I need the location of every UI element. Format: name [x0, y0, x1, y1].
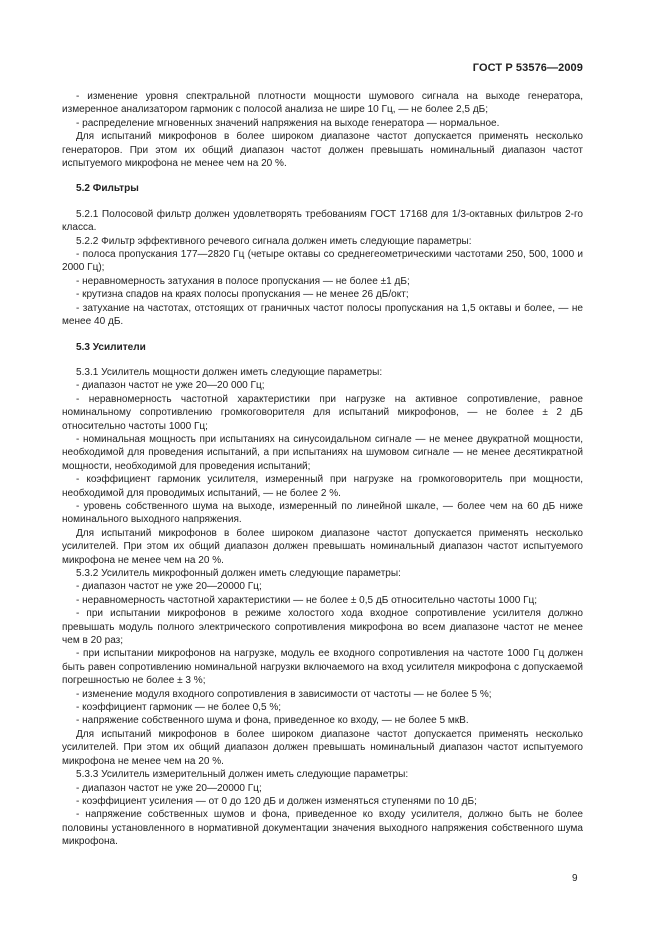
- paragraph: Для испытаний микрофонов в более широком диапазоне частот допускается применять несколько генераторов. При этом их общий диапазон частот должен превышать номинальный диапазон частот испытуемого микрофона не менее чем на 20 %.: [62, 131, 583, 170]
- paragraph: - неравномерность затухания в полосе пропускания — не более ±1 дБ;: [76, 275, 410, 287]
- paragraph: Для испытаний микрофонов в более широком диапазоне частот допускается применять несколько усилителей. При этом их общий диапазон должен превышать номинальный диапазон частот испытуемого микрофона не менее чем на 20 %.: [62, 527, 583, 566]
- paragraph: - при испытании микрофонов в режиме холостого хода входное сопротивление усилителя должно превышать модуль полного электрического сопротивления микрофона во всем диапазоне частот не менее чем в 20 раз;: [62, 608, 583, 647]
- paragraph: 5.3.3 Усилитель измерительный должен иметь следующие параметры:: [76, 769, 409, 781]
- document-header: ГОСТ Р 53576—2009: [472, 62, 583, 74]
- section-heading: 5.2 Фильтры: [76, 183, 139, 195]
- paragraph: - изменение модуля входного сопротивления в зависимости от частоты — не более 5 %;: [76, 688, 492, 700]
- paragraph: - уровень собственного шума на выходе, измеренный по линейной шкале, — более чем на 60 дБ ниже номинального выходного напряжения.: [62, 500, 583, 526]
- section-heading: 5.3 Усилители: [76, 341, 146, 353]
- paragraph: - неравномерность частотной характеристики при нагрузке на активное сопротивление, равное номинальному сопротивлению громкоговорителя для испытаний микрофонов, — не более ± 2 дБ относительно частоты 1000 Гц;: [62, 393, 583, 432]
- paragraph: - напряжение собственного шума и фона, приведенное ко входу, — не более 5 мкВ.: [76, 715, 469, 727]
- paragraph: - диапазон частот не уже 20—20 000 Гц;: [76, 380, 265, 392]
- paragraph: - диапазон частот не уже 20—20000 Гц;: [76, 581, 262, 593]
- paragraph: - крутизна спадов на краях полосы пропускания — не менее 26 дБ/окт;: [76, 289, 409, 301]
- paragraph: - номинальная мощность при испытаниях на синусоидальном сигнале — не менее двукратной мощности, необходимой для проведения испытаний, а при испытаниях на шумовом сигнале — не менее десятикратной мощности, необходимой для проведения испытаний;: [62, 433, 583, 472]
- paragraph: - диапазон частот не уже 20—20000 Гц;: [76, 782, 262, 794]
- paragraph: - изменение уровня спектральной плотности мощности шумового сигнала на выходе генератора, измеренное анализатором гармоник с полосой анализа не шире 10 Гц, — не более 2,5 дБ;: [62, 91, 583, 116]
- paragraph: 5.2.1 Полосовой фильтр должен удовлетворять требованиям ГОСТ 17168 для 1/3-октавных фильтров 2-го класса.: [62, 208, 583, 234]
- paragraph: Для испытаний микрофонов в более широком диапазоне частот допускается применять несколько усилителей. При этом их общий диапазон должен превышать номинальный диапазон частот испытуемого микрофона не менее чем на 20 %.: [62, 728, 583, 767]
- paragraph: - полоса пропускания 177—2820 Гц (четыре октавы со среднегеометрическими частотами 250, 500, 1000 и 2000 Гц);: [62, 249, 583, 274]
- paragraph: - коэффициент усиления — от 0 до 120 дБ и должен изменяться ступенями по 10 дБ;: [76, 795, 477, 807]
- paragraph: - коэффициент гармоник — не более 0,5 %;: [76, 702, 282, 714]
- document-body: [62, 90, 583, 849]
- paragraph: 5.2.2 Фильтр эффективного речевого сигнала должен иметь следующие параметры:: [76, 235, 472, 247]
- paragraph: 5.3.1 Усилитель мощности должен иметь следующие параметры:: [76, 366, 383, 378]
- paragraph: - при испытании микрофонов на нагрузке, модуль ее входного сопротивления на частоте 1000 Гц должен быть равен сопротивлению номинальной нагрузки включаемого на вход усилителя микрофона с допускаемой погрешностью не более ± 3 %;: [62, 648, 583, 687]
- paragraph: - напряжение собственных шумов и фона, приведенное ко входу усилителя, должно быть не более половины установленного в нормативной документации значения выходного напряжения собственного шума микрофона.: [62, 809, 583, 848]
- paragraph: 5.3.2 Усилитель микрофонный должен иметь следующие параметры:: [76, 568, 401, 579]
- paragraph: - затухание на частотах, отстоящих от граничных частот полосы пропускания на 1,5 октавы и более, — не менее 40 дБ.: [62, 302, 583, 328]
- page-number: 9: [572, 873, 578, 884]
- paragraph: - распределение мгновенных значений напряжения на выходе генератора — нормальное.: [76, 117, 500, 129]
- paragraph: - неравномерность частотной характеристики — не более ± 0,5 дБ относительно частоты 1000 Гц;: [76, 594, 538, 606]
- paragraph: - коэффициент гармоник усилителя, измеренный при нагрузке на громкоговоритель при мощности, необходимой для проводимых испытаний, — не более 2 %.: [62, 474, 583, 499]
